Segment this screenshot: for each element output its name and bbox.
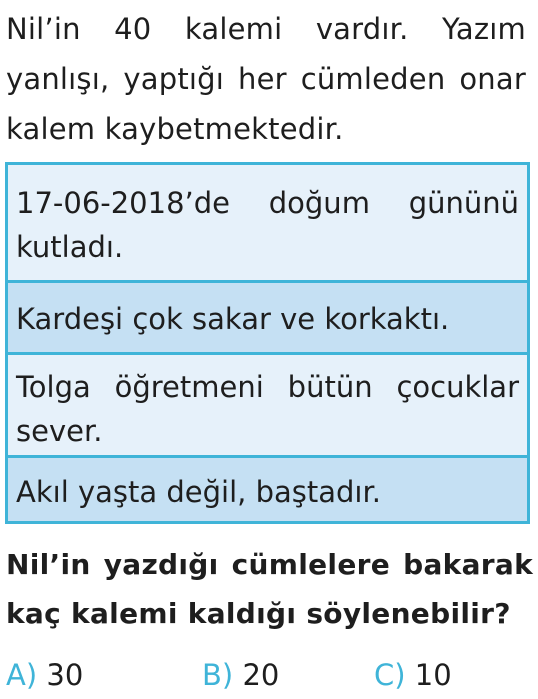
option-c-letter: C: [374, 658, 395, 692]
option-b-letter: B: [202, 658, 222, 692]
option-c-value: 10: [414, 658, 452, 692]
sentence-row-4: Akıl yaşta değil, baştadır.: [8, 455, 527, 521]
option-b[interactable]: [202, 652, 279, 698]
option-c[interactable]: [374, 652, 452, 698]
option-a[interactable]: [6, 652, 83, 698]
answer-options: [6, 652, 526, 698]
option-a-value: 30: [46, 658, 84, 692]
sentence-row-1: 17-06-2018’de doğum gününü kutladı.: [8, 165, 527, 280]
option-a-letter: A: [6, 658, 26, 692]
intro-paragraph: Nil’in 40 kalemi vardır. Yazım yanlışı, yaptığı her cümleden onar kalem kaybetmektedir.: [6, 12, 526, 146]
sentence-table: [5, 162, 530, 524]
option-a-separator: ): [25, 658, 38, 692]
sentence-row-3: Tolga öğretmeni bütün çocuklar sever.: [8, 352, 527, 455]
question-text: Nil’in yazdığı cümlelere bakarak kaç kalemi kaldığı söylenebilir?: [6, 548, 533, 630]
option-b-separator: ): [221, 658, 234, 692]
option-c-separator: ): [394, 658, 406, 692]
option-b-value: 20: [242, 658, 280, 692]
sentence-row-2: Kardeşi çok sakar ve korkaktı.: [8, 280, 527, 352]
